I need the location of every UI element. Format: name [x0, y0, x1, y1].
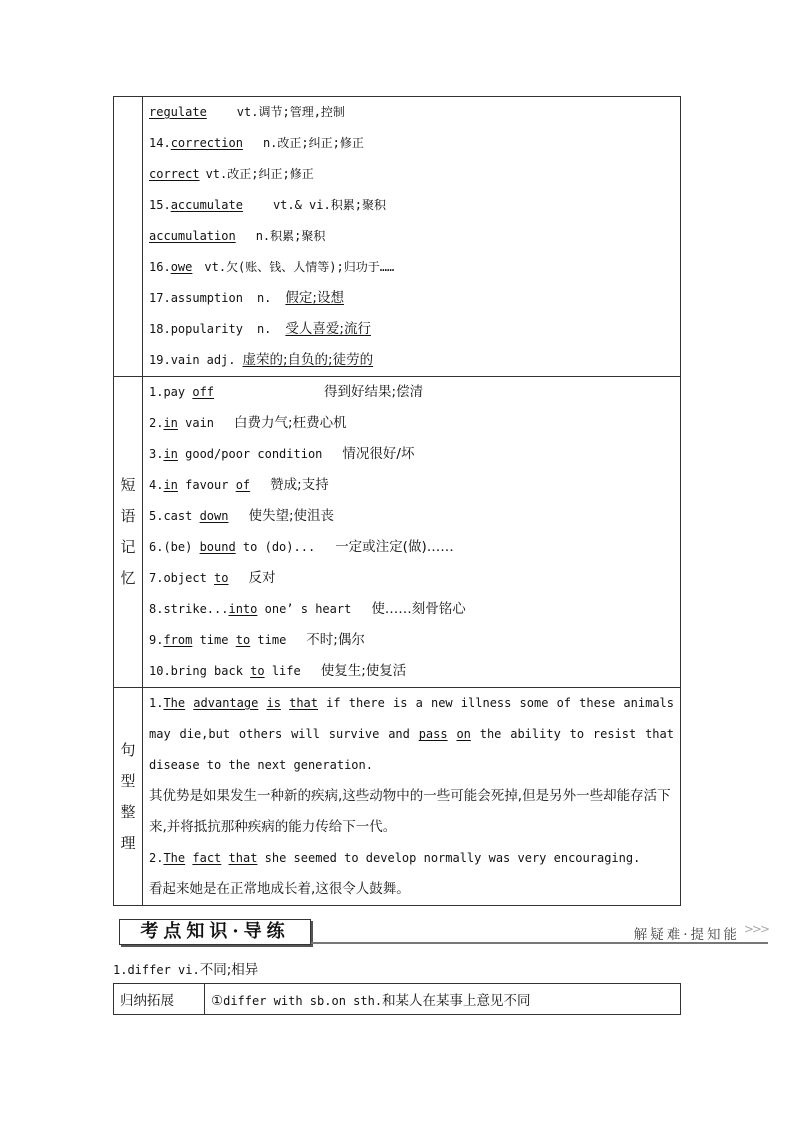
vocab-word: correct [149, 167, 200, 181]
vocab-phrase-sentence-table [113, 96, 681, 906]
vocab-num: 18. [149, 322, 171, 336]
phrase-cn: 使复生;使复活 [320, 663, 407, 679]
section-banner [113, 917, 768, 947]
phrases-cell [143, 377, 681, 688]
phrase-en: 7.object to [149, 571, 229, 585]
phrase-en: 4.in favour of [149, 478, 251, 492]
phrase-cn: 得到好结果;偿清 [324, 384, 424, 400]
summary-content: ①differ with sb.on sth.和某人在某事上意见不同 [205, 984, 681, 1015]
phrase-en: 6.(be) bound to (do)... [149, 540, 316, 554]
phrase-row [149, 656, 674, 687]
vocab-row [149, 159, 674, 190]
sentence-2-en: 2.The fact that she seemed to develop normally was very encouraging. [149, 851, 641, 865]
vocab-num: 17. [149, 291, 171, 305]
vocab-row [149, 221, 674, 252]
phrase-en: 1.pay off [149, 385, 215, 399]
vocab-word: accumulate [170, 198, 243, 212]
phrase-row [149, 501, 674, 532]
vocab-pos: adj. [206, 353, 236, 367]
phrase-cn: 情况很好/坏 [342, 446, 415, 462]
phrase-cn: 使失望;使沮丧 [248, 508, 335, 524]
vocab-num: 19. [149, 353, 171, 367]
phrase-row [149, 439, 674, 470]
phrase-row [149, 532, 674, 563]
sentences-side-cell [114, 688, 143, 906]
chevrons-icon: >>> [743, 922, 768, 936]
vocab-row [149, 314, 674, 345]
phrase-cn: 赞成;支持 [270, 477, 329, 493]
vocab-row [149, 128, 674, 159]
item-1-heading: 1.differ vi.不同;相异 [113, 962, 259, 978]
phrase-en: 5.cast down [149, 509, 229, 523]
vocab-row [149, 190, 674, 221]
vocab-def: n.改正;纠正;修正 [262, 136, 364, 150]
phrase-en: 3.in good/poor condition [149, 447, 323, 461]
vocab-def: vt.改正;纠正;修正 [205, 167, 314, 181]
phrase-cn: 使……刻骨铭心 [371, 601, 466, 617]
vocab-word: correction [170, 136, 243, 150]
vocab-num: 14. [149, 136, 171, 150]
phrase-cn: 一定或注定(做)…… [335, 539, 454, 555]
vocab-num: 16. [149, 260, 171, 274]
vocab-word: regulate [149, 105, 207, 119]
phrase-en: 8.strike...into one’ s heart [149, 602, 352, 616]
vocab-word: accumulation [149, 229, 236, 243]
vocab-cell [143, 97, 681, 377]
phrase-row [149, 408, 674, 439]
vocab-row [149, 345, 674, 376]
vocab-pos: n. [256, 291, 272, 305]
vocab-word: owe [170, 260, 193, 274]
phrases-label: 短 语 记 忆 [120, 476, 136, 587]
vocab-side-cell [114, 97, 143, 377]
vocab-answer: 受人喜爱;流行 [285, 321, 371, 337]
sentences-cell [143, 688, 681, 906]
vocab-row [149, 252, 674, 283]
item-1-table [113, 983, 681, 1015]
phrase-cn: 白费力气;枉费心机 [234, 415, 347, 431]
vocab-row [149, 97, 674, 128]
vocab-def: n.积累;聚积 [255, 229, 326, 243]
vocab-def: vt.欠(账、钱、人情等);归功于…… [204, 260, 395, 274]
summary-label: 归纳拓展 [114, 984, 205, 1015]
banner-subtitle: 解疑难·提知能 [633, 927, 740, 943]
vocab-num: 15. [149, 198, 171, 212]
phrase-cn: 不时;偶尔 [306, 632, 365, 648]
phrase-en: 10.bring back to life [149, 664, 301, 678]
vocab-def: vt.& vi.积累;聚积 [272, 198, 386, 212]
vocab-answer: 假定;设想 [285, 290, 344, 306]
vocab-pos: n. [256, 322, 272, 336]
sentence-2-cn: 看起来她是在正常地成长着,这很令人鼓舞。 [149, 881, 410, 897]
phrase-row [149, 594, 674, 625]
phrases-side-cell [114, 377, 143, 688]
phrase-row [149, 625, 674, 656]
banner-title: 考点知识·导练 [119, 919, 311, 945]
phrase-en: 9.from time to time [149, 633, 287, 647]
phrase-row [149, 377, 674, 408]
sentence-1-en: 1.The advantage is that if there is a new illness some of these animals may die,but others will survive and pass on the ability to resist that disease to the next generation. [149, 696, 674, 772]
sentence-1-cn: 其优势是如果发生一种新的疾病,这些动物中的一些可能会死掉,但是另外一些却能存活下来,并将抵抗那种疾病的能力传给下一代。 [149, 788, 671, 835]
vocab-row [149, 283, 674, 314]
vocab-term: assumption [170, 291, 243, 305]
vocab-term: popularity [170, 322, 243, 336]
phrase-en: 2.in vain [149, 416, 215, 430]
vocab-def: vt.调节;管理,控制 [236, 105, 345, 119]
vocab-term: vain [170, 353, 200, 367]
vocab-answer: 虚荣的;自负的;徒劳的 [242, 352, 374, 368]
sentences-label: 句 型 整 理 [120, 740, 136, 852]
phrase-row [149, 470, 674, 501]
phrase-row [149, 563, 674, 594]
phrase-cn: 反对 [248, 570, 276, 586]
